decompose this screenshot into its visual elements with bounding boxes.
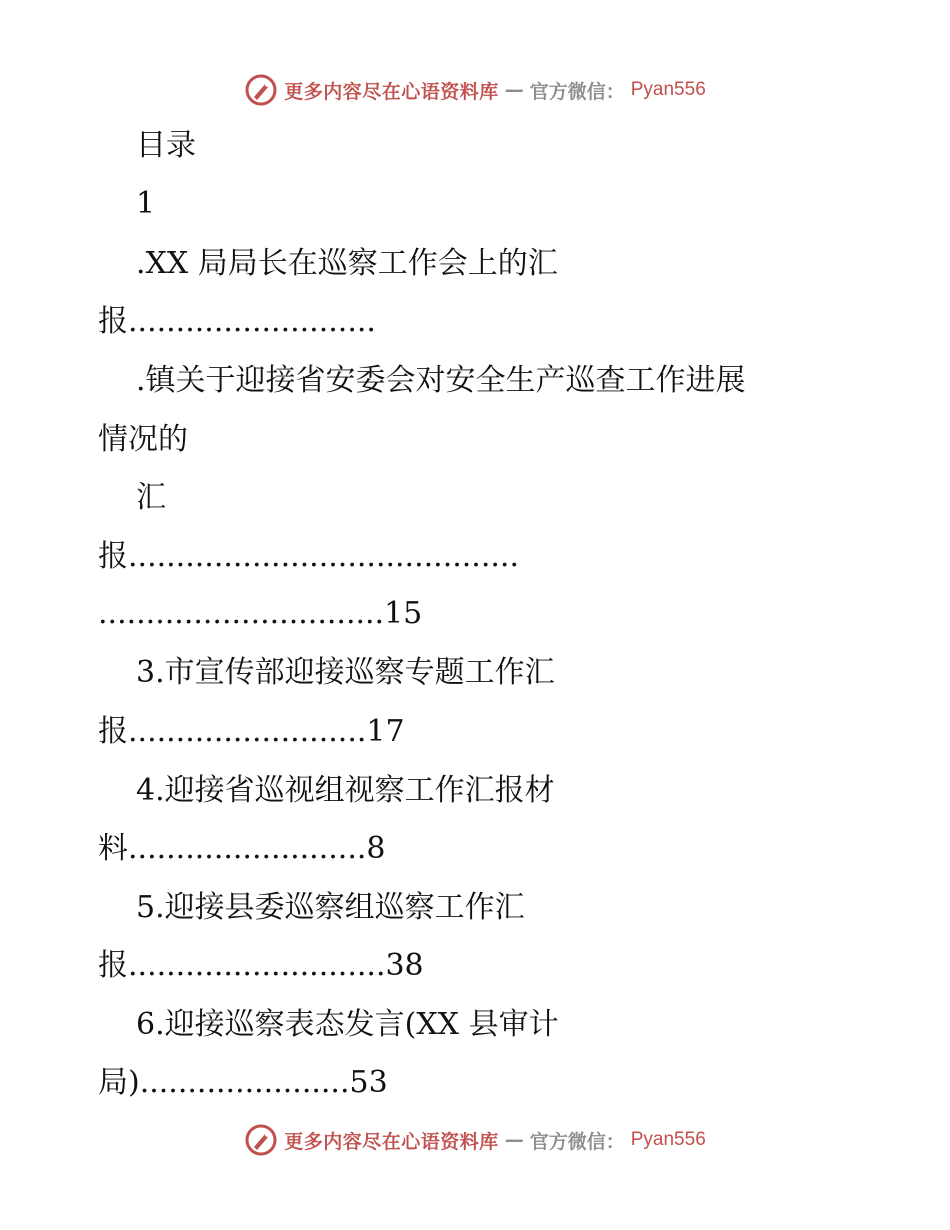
watermark-account: Pyan556 [630, 79, 706, 100]
toc-line: 情况的 [98, 422, 188, 457]
watermark-brand: 更多内容尽在心语资料库 [284, 1130, 499, 1153]
toc-line: 报......................................... [98, 539, 519, 574]
pen-nib-circle-icon [244, 73, 278, 107]
toc-line: ..............................15 [98, 596, 423, 631]
toc-line: 报.......................... [98, 304, 376, 339]
toc-line: 5.迎接县委巡察组巡察工作汇 [136, 890, 525, 925]
toc-line: .XX 局局长在巡察工作会上的汇 [136, 246, 558, 281]
watermark-separator: — [504, 79, 524, 101]
watermark-official: 官方微信： [529, 1130, 625, 1153]
toc-line: 3.市宣传部迎接巡察专题工作汇 [136, 655, 555, 690]
watermark-separator: — [504, 1129, 524, 1151]
toc-line: 局)......................53 [98, 1065, 388, 1100]
watermark-footer [0, 1120, 950, 1160]
watermark-brand: 更多内容尽在心语资料库 [284, 80, 499, 103]
toc-line: 6.迎接巡察表态发言(XX 县审计 [136, 1007, 559, 1042]
toc-line: 报.........................17 [98, 714, 405, 749]
toc-line: 汇 [136, 480, 166, 515]
toc-line: .镇关于迎接省安委会对安全生产巡查工作进展 [136, 363, 746, 398]
toc-line: 4.迎接省巡视组视察工作汇报材 [136, 773, 555, 808]
toc-title: 目录 [136, 128, 196, 163]
toc-line: 1 [136, 186, 156, 221]
watermark-official: 官方微信： [529, 80, 625, 103]
pen-nib-circle-icon [244, 1123, 278, 1157]
toc-line: 报...........................38 [98, 948, 424, 983]
toc-line: 料.........................8 [98, 831, 386, 866]
watermark-account: Pyan556 [630, 1129, 706, 1150]
watermark-header [0, 70, 950, 110]
